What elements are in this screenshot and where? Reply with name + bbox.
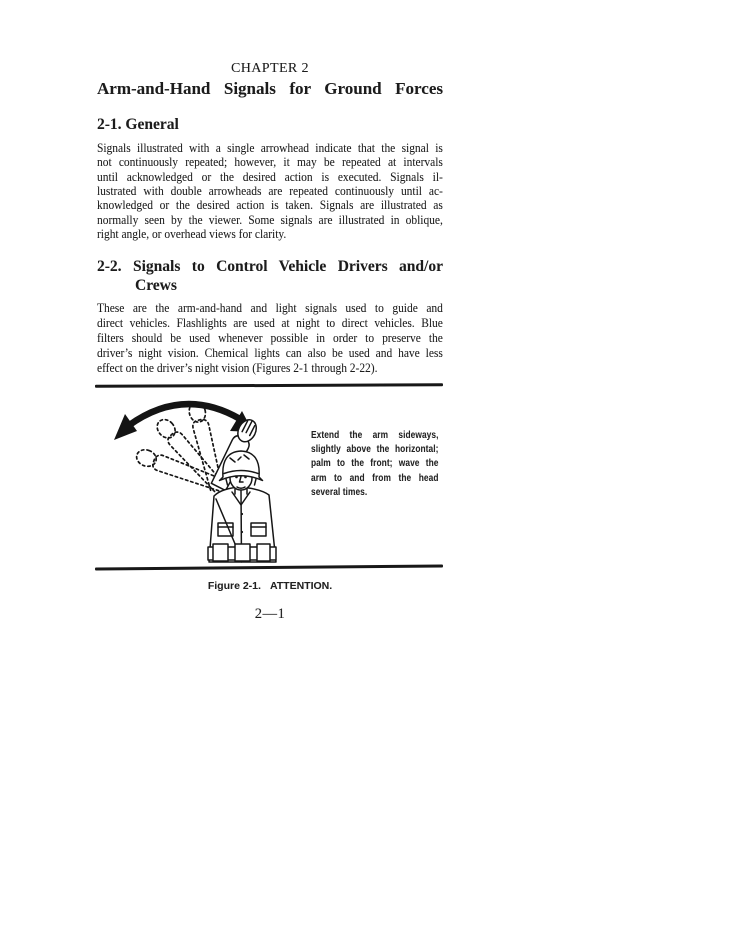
- text-line: driver’s night vision. Chemical lights can also be used and have less: [97, 345, 443, 361]
- text-line: right angle, or overhead views for clarity.: [97, 226, 287, 242]
- text-line: filters should be used whenever possible in order to preserve the: [97, 330, 443, 346]
- section-heading-2-2-line2: Crews: [135, 277, 177, 294]
- text-line: arm to and from the head: [311, 472, 439, 484]
- figure-annotation: [311, 429, 439, 500]
- page-number: 2—1: [254, 606, 286, 622]
- section-heading-2-2-line1: 2-2. Signals to Control Vehicle Drivers and/or: [97, 258, 443, 275]
- text-line: normally seen by the viewer. Some signals are illustrated in oblique,: [97, 211, 443, 227]
- figure-caption-title: ATTENTION.: [269, 580, 333, 592]
- text-line: direct vehicles. Flashlights are used at night to direct vehicles. Blue: [97, 315, 443, 331]
- text-line: effect on the driver’s night vision (Figures 2-1 through 2-22).: [97, 360, 378, 376]
- text-line: until acknowledged or the desired action is executed. Signals il-: [97, 168, 443, 184]
- paragraph-general: [97, 141, 443, 241]
- section-heading-2-1: 2-1. General: [97, 116, 179, 133]
- text-line: Signals illustrated with a single arrowhead indicate that the signal is: [97, 140, 443, 155]
- motion-arrow-icon: [114, 404, 253, 440]
- chapter-label: CHAPTER 2: [231, 61, 309, 76]
- text-line: knowledged or the desired action is taken. Signals are illustrated as: [97, 197, 443, 213]
- paragraph-vehicle-signals: [97, 300, 443, 375]
- page-title: Arm-and-Hand Signals for Ground Forces: [97, 79, 443, 98]
- text-line: lustrated with double arrowheads are repeated continuously until ac-: [97, 183, 443, 199]
- text-line: These are the arm-and-hand and light signals used to guide and: [97, 300, 443, 315]
- text-line: slightly above the horizontal;: [311, 444, 439, 456]
- text-line: Extend the arm sideways,: [311, 430, 439, 441]
- figure-caption: [97, 580, 443, 592]
- text-line: several times.: [311, 486, 368, 498]
- text-line: palm to the front; wave the: [311, 458, 439, 470]
- text-line: not continuously repeated; however, it may be repeated at intervals: [97, 154, 443, 170]
- figure-caption-number: Figure 2-1.: [207, 580, 261, 592]
